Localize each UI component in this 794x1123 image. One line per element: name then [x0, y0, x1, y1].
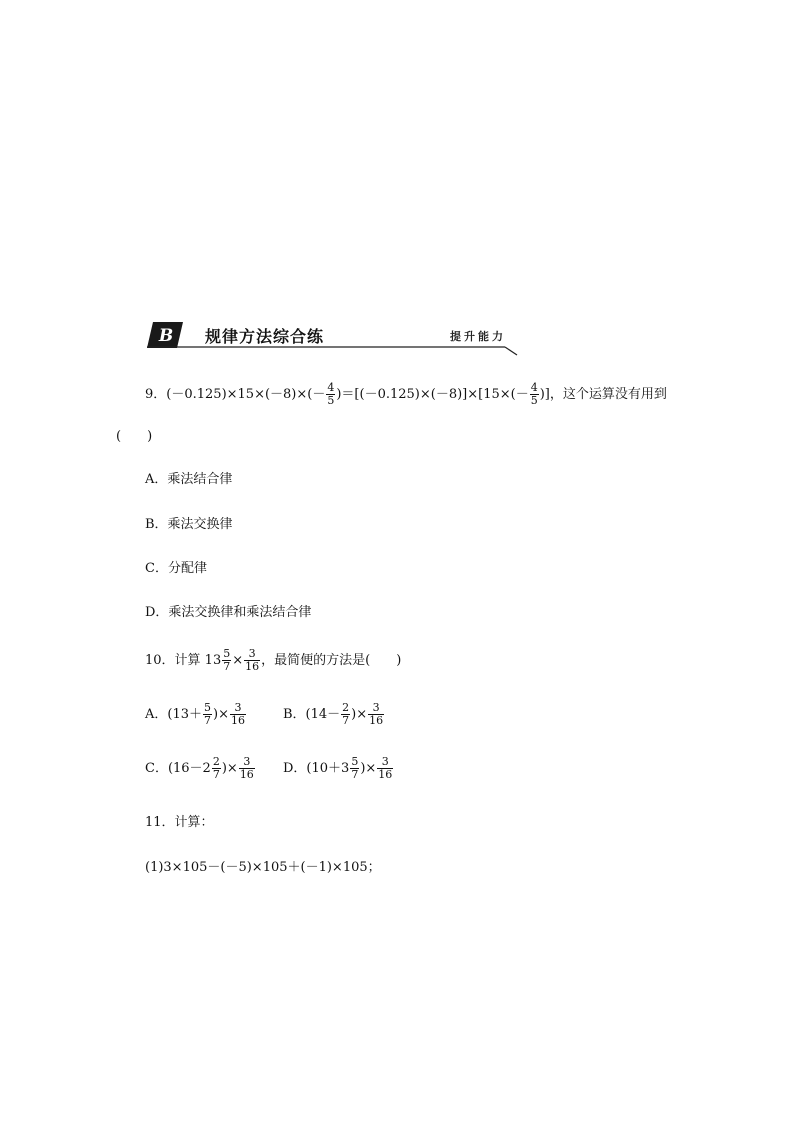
q9-option-a: A．乘法结合律 — [145, 472, 233, 487]
question-10-stem: 10．计算 13 $\frac{5}{7}$ × $\frac{3}{16}$ ，最简便的方法是( ) — [145, 647, 402, 673]
q10-option-b: B．(14－ $\frac{2}{7}$ )× $\frac{3}{16}$ — [283, 701, 384, 727]
question-11-stem: 11．计算： — [145, 815, 214, 830]
q9-option-d: D．乘法交换律和乘法结合律 — [145, 605, 312, 620]
q9-option-b: B．乘法交换律 — [145, 517, 233, 532]
q10-option-a: A．(13＋ $\frac{5}{7}$ )× $\frac{3}{16}$ — [145, 701, 245, 727]
q9-option-c: C．分配律 — [145, 561, 207, 576]
badge-letter: B — [158, 326, 174, 346]
question-9-stem: 9．(－0.125)×15×(－8)×(－ $\frac{4}{5}$ )＝[(－0.125)×(－8)]×[15×(－ $\frac{4}{5}$ )]，这个运算没有用到 — [145, 381, 667, 407]
fraction: $\frac{4}{5}$ — [327, 381, 335, 407]
q10-option-c: C．(16－2 $\frac{2}{7}$ )× $\frac{3}{16}$ — [145, 755, 254, 781]
section-title: 规律方法综合练 — [205, 327, 325, 346]
section-b-badge — [147, 322, 183, 348]
question-9-answer-paren: ( ) — [116, 429, 153, 444]
question-11-part-1: (1)3×105－(－5)×105＋(－1)×105； — [145, 860, 381, 875]
section-subtitle: 提升能力 — [450, 330, 506, 343]
q10-option-d: D．(10＋3 $\frac{5}{7}$ )× $\frac{3}{16}$ — [283, 755, 393, 781]
banner-underline — [147, 346, 519, 356]
fraction: $\frac{4}{5}$ — [530, 381, 538, 407]
